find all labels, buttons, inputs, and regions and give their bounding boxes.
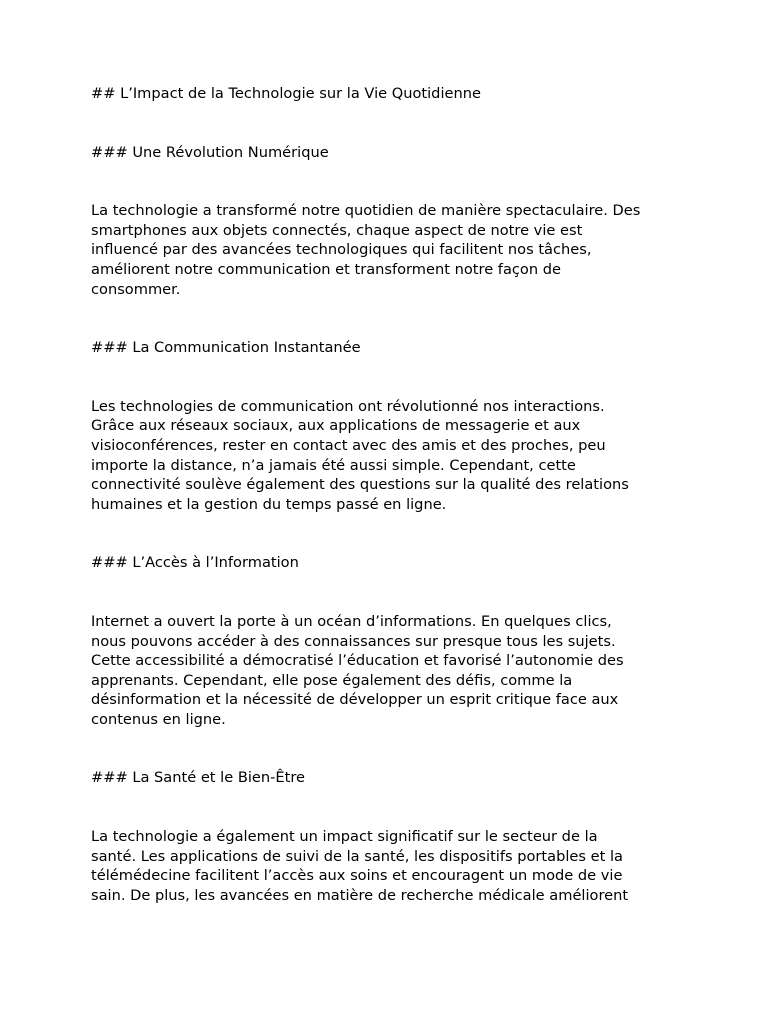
section-heading: ### Une Révolution Numérique	[91, 143, 329, 161]
section-heading: ### L’Accès à l’Information	[91, 554, 299, 572]
paragraph-line: importe la distance, n’a jamais été aussi simple. Cependant, cette	[91, 456, 576, 474]
paragraph-line: Internet a ouvert la porte à un océan d’informations. En quelques clics,	[91, 612, 612, 630]
paragraph-line: Grâce aux réseaux sociaux, aux applications de messagerie et aux	[91, 417, 581, 435]
paragraph-line: télémédecine facilitent l’accès aux soins et encouragent un mode de vie	[91, 867, 623, 885]
paragraph-line: Cette accessibilité a démocratisé l’éducation et favorisé l’autonomie des	[91, 652, 624, 670]
spacer	[91, 358, 691, 397]
spacer	[91, 299, 691, 338]
document-page	[91, 84, 691, 905]
paragraph-line: contenus en ligne.	[91, 710, 226, 728]
spacer	[91, 573, 691, 612]
paragraph-line: désinformation et la nécessité de développer un esprit critique face aux	[91, 691, 619, 709]
spacer	[91, 514, 691, 553]
paragraph-line: connectivité soulève également des questions sur la qualité des relations	[91, 476, 629, 494]
section-heading: ### La Communication Instantanée	[91, 339, 361, 357]
section-paragraph	[91, 201, 691, 299]
paragraph-line: La technologie a transformé notre quotidien de manière spectaculaire. Des	[91, 202, 641, 220]
section-paragraph	[91, 397, 691, 515]
paragraph-line: sain. De plus, les avancées en matière de recherche médicale améliorent	[91, 886, 629, 904]
spacer	[91, 729, 691, 768]
paragraph-line: apprenants. Cependant, elle pose également des défis, comme la	[91, 671, 573, 689]
section-paragraph	[91, 612, 691, 730]
spacer	[91, 104, 691, 143]
paragraph-line: nous pouvons accéder à des connaissances sur presque tous les sujets.	[91, 632, 616, 650]
paragraph-line: Les technologies de communication ont révolutionné nos interactions.	[91, 397, 605, 415]
paragraph-line: santé. Les applications de suivi de la santé, les dispositifs portables et la	[91, 847, 623, 865]
paragraph-line: humaines et la gestion du temps passé en ligne.	[91, 495, 447, 513]
section-paragraph	[91, 827, 691, 905]
paragraph-line: La technologie a également un impact significatif sur le secteur de la	[91, 828, 598, 846]
paragraph-line: influencé par des avancées technologiques qui facilitent nos tâches,	[91, 241, 592, 259]
paragraph-line: visioconférences, rester en contact avec des amis et des proches, peu	[91, 436, 606, 454]
paragraph-line: smartphones aux objets connectés, chaque aspect de notre vie est	[91, 221, 583, 239]
spacer	[91, 788, 691, 827]
paragraph-line: consommer.	[91, 280, 181, 298]
paragraph-line: améliorent notre communication et transforment notre façon de	[91, 260, 561, 278]
section-heading: ### La Santé et le Bien-Être	[91, 769, 306, 787]
document-title: ## L’Impact de la Technologie sur la Vie Quotidienne	[91, 85, 481, 102]
spacer	[91, 162, 691, 201]
